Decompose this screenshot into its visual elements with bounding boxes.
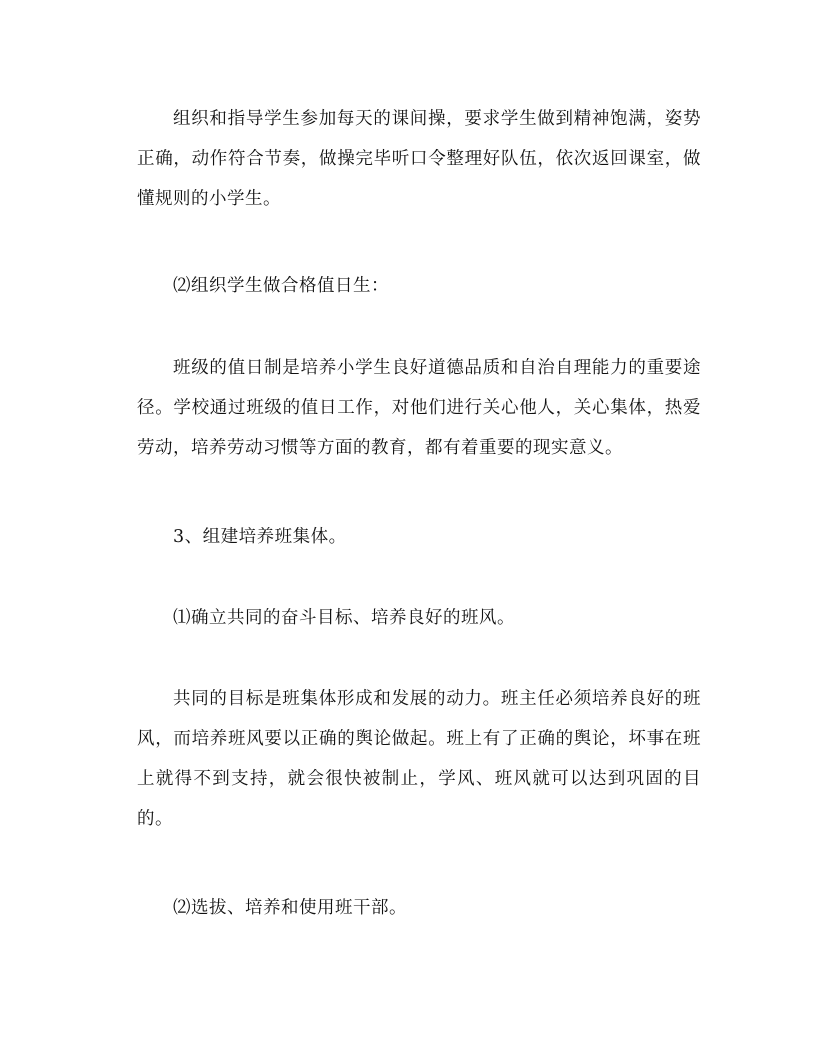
paragraph-morning-exercise: 组织和指导学生参加每天的课间操，要求学生做到精神饱满，姿势正确，动作符合节奏，做操完毕听口令整理好队伍，依次返回课室，做懂规则的小学生。: [137, 109, 701, 209]
paragraph-common-goal: 共同的目标是班集体形成和发展的动力。班主任必须培养良好的班风，而培养班风要以正确的舆论做起。班上有了正确的舆论，坏事在班上就得不到支持，就会很快被制止，学风、班风就可以达到巩固的目的。: [137, 689, 701, 829]
paragraph-heading-common-goal: ⑴确立共同的奋斗目标、培养良好的班风。: [173, 608, 515, 628]
paragraph-heading-duty-students: ⑵组织学生做合格值日生：: [173, 276, 389, 296]
paragraph-duty-system: 班级的值日制是培养小学生良好道德品质和自治自理能力的重要途径。学校通过班级的值日工作，对他们进行关心他人，关心集体，热爱劳动，培养劳动习惯等方面的教育，都有着重要的现实意义。: [137, 358, 701, 458]
paragraph-heading-class-cadres: ⑵选拔、培养和使用班干部。: [173, 898, 407, 918]
paragraph-heading-build-class: 3、组建培养班集体。: [173, 527, 347, 547]
